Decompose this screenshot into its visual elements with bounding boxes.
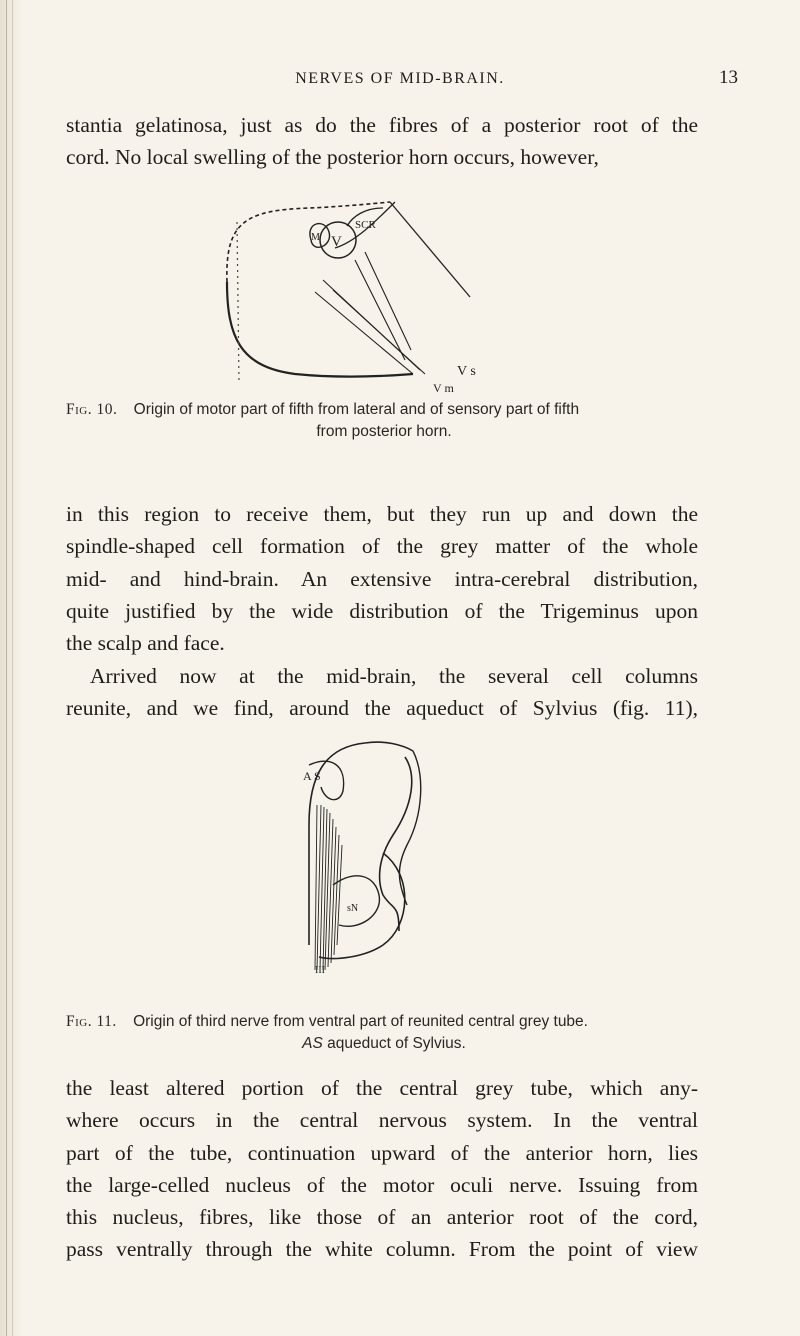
text-line: Arrived now at the mid-brain, the several cell columns (90, 664, 698, 688)
page-number: 13 (719, 67, 738, 88)
vm-label: V m (433, 381, 454, 395)
paragraph-1 (66, 109, 698, 174)
fibre-line-4 (355, 260, 405, 360)
paragraph-3 (66, 660, 698, 725)
text-line: reunite, and we find, around the aqueduct of Sylvius (fig. 11), (66, 696, 698, 721)
caption-line (66, 1033, 702, 1055)
page-edge-line (6, 0, 7, 1336)
caption-text: Origin of third nerve from ventral part of reunited central grey tube. (133, 1013, 588, 1030)
text-line: pass ventrally through the white column. From the point of view (66, 1237, 698, 1262)
figure-10-caption (66, 399, 702, 443)
caption-abbreviation: AS (302, 1035, 323, 1052)
page-edge-line (12, 0, 13, 1336)
fibre-line (325, 813, 330, 970)
figure-label: Fig. 11. (66, 1013, 117, 1030)
caption-line (66, 1011, 702, 1033)
outline-top-curve (227, 202, 390, 282)
aqueduct-label: A S (303, 769, 321, 783)
text-line: spindle-shaped cell formation of the grey matter of the whole (66, 534, 698, 559)
fibre-line-1 (315, 292, 413, 374)
nerve-label: III (315, 965, 325, 976)
nucleus-label: sN (347, 903, 359, 914)
text-line: part of the tube, continuation upward of the anterior horn, lies (66, 1140, 698, 1165)
outline-right-curve (390, 202, 470, 297)
nucleus-label: V (331, 234, 342, 250)
page-edge (0, 0, 22, 1336)
caption-text: Origin of motor part of fifth from lateral and of sensory part of fifth (133, 401, 580, 418)
outer-tube-top (365, 742, 413, 751)
figure-10-diagram (215, 182, 515, 395)
text-line: in this region to receive them, but they run up and down the (66, 502, 698, 526)
nerve-fibre-bundle (315, 805, 342, 970)
text-line: where occurs in the central nervous system. In the ventral (66, 1108, 698, 1133)
motor-root-label: M (311, 232, 320, 243)
running-title: NERVES OF MID-BRAIN. (295, 70, 505, 87)
text-line: quite justified by the wide distribution of the Trigeminus upon (66, 598, 698, 623)
figure-label: Fig. 10. (66, 401, 118, 418)
sensory-root-label: SCR (355, 219, 376, 231)
paragraph-4 (66, 1072, 698, 1266)
vs-label: V s (457, 364, 476, 379)
text-line: cord. No local swelling of the posterior horn occurs, however, (66, 145, 599, 170)
figure-11-caption (66, 1011, 702, 1055)
text-line: the large-celled nucleus of the motor oculi nerve. Issuing from (66, 1172, 698, 1197)
caption-text: aqueduct of Sylvius. (322, 1035, 466, 1052)
caption-line (66, 399, 702, 421)
caption-line: from posterior horn. (316, 423, 452, 440)
fibre-line-3 (333, 290, 425, 374)
fibre-line-5 (365, 252, 411, 350)
running-head (0, 64, 800, 88)
dotted-edge (237, 222, 239, 382)
figure-11-diagram (295, 735, 475, 975)
text-line: this nucleus, fibres, like those of an anterior root of the cord, (66, 1205, 698, 1230)
paragraph-2 (66, 498, 698, 659)
text-line: the scalp and face. (66, 631, 225, 656)
fibre-line (315, 805, 317, 970)
text-line: the least altered portion of the central grey tube, which any- (66, 1076, 698, 1100)
text-line: mid- and hind-brain. An extensive intra-cerebral distribution, (66, 566, 698, 591)
text-line: stantia gelatinosa, just as do the fibres of a posterior root of the (66, 113, 698, 137)
